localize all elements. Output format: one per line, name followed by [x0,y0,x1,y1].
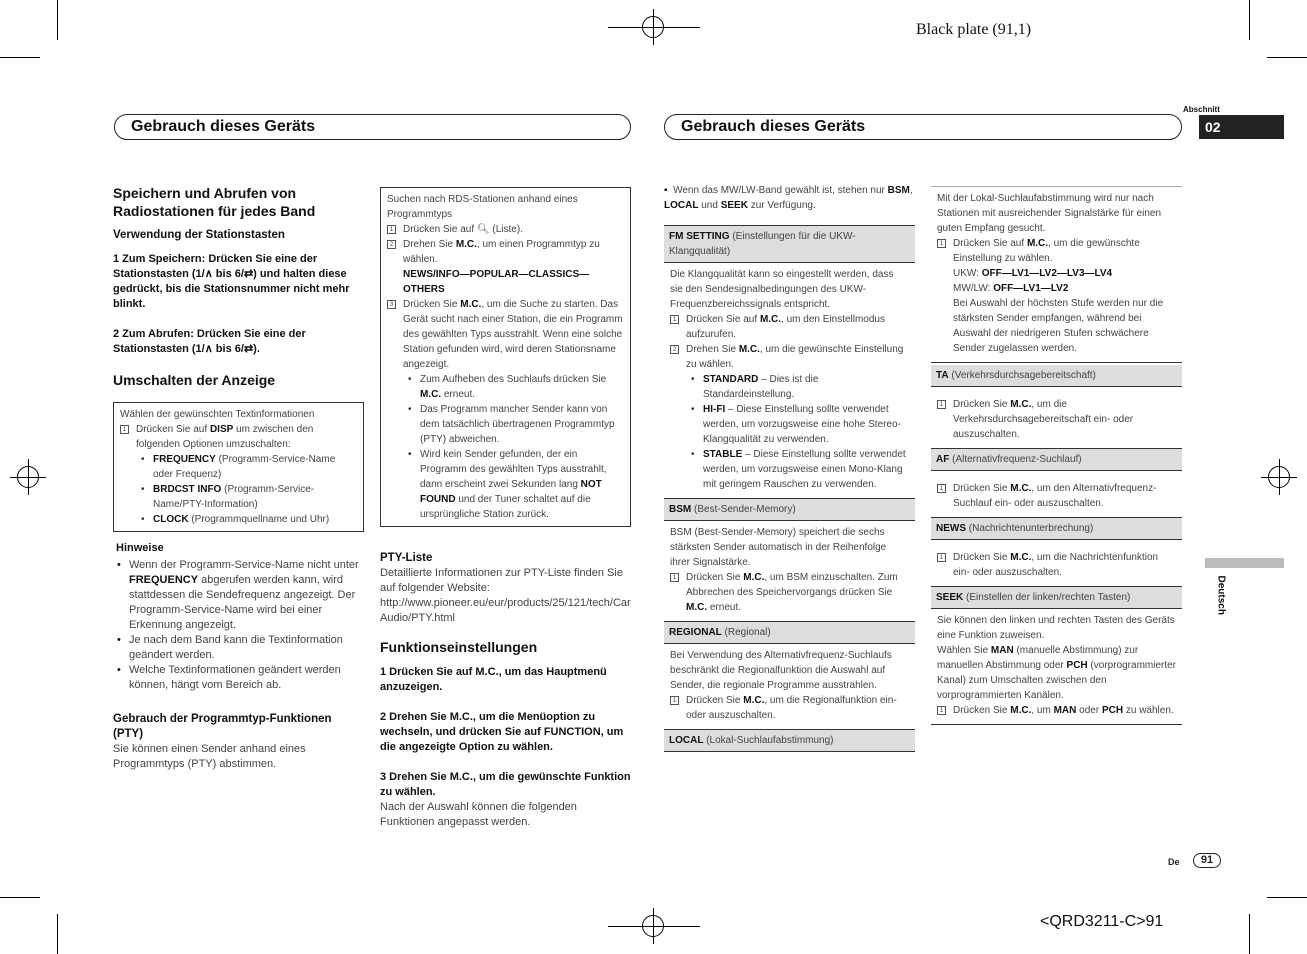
heading-display: Umschalten der Anzeige [113,372,276,388]
repeat-icon: ⇄ [243,268,254,280]
crop-mark [0,57,40,58]
section-local: Mit der Lokal-Suchlaufabstimmung wird nur nach Stationen mit ausreichender Signalstärke für einen guten Empfang gesucht. 1 Drücken Sie auf M.C., um die gewünschte Einstellung zu wählen. UKW: OFF—LV1—LV2—LV3—LV4 MW/LW: OFF—LV1—LV2 Bei Auswahl der höchsten Stufe werden nur die stärksten Sender empfangen, während bei Auswahl der niedrigeren Stufen schwächere Sender zugelassen werden. [931,186,1182,363]
crop-mark [57,914,58,954]
step-number-icon: 2 [387,240,396,249]
pty-step-2: 2 Drehen Sie M.C., um einen Programmtyp zu wählen. NEWS/INFO—POPULAR—CLASSICS—OTHERS [387,237,624,297]
box-title: Wählen der gewünschten Textinformationen [120,409,315,420]
crop-mark [1267,57,1307,58]
section-seek: Sie können den linken und rechten Tasten des Geräts eine Funktion zuweisen. Wählen Sie MAN (manuelle Abstimmung) zur manuellen Abstimmung oder PCH (vorprogrammierter Kanal) zum Umschalten zwischen den vorprogrammierten Kanälen. 1 Drücken Sie M.C., um MAN oder PCH zu wählen. [931,609,1182,725]
bsm-step-1: 1 Drücken Sie M.C., um BSM einzuschalten. Zum Abbrechen des Speichervorgangs drücken Sie M.C. erneut. [670,570,909,615]
step-number-icon: 1 [937,484,946,493]
section-number: 02 [1199,115,1284,139]
square-bullet-icon: ▪ [664,185,674,196]
heading-notes: Hinweise [116,542,164,554]
bar-ta: TA (Verkehrsdurchsagebereitschaft) [931,365,1182,387]
ta-step-1: 1 Drücken Sie M.C., um die Verkehrsdurchsagebereitschaft ein- oder auszuschalten. [937,397,1176,442]
local-step-1: 1 Drücken Sie auf M.C., um die gewünschte Einstellung zu wählen. UKW: OFF—LV1—LV2—LV3—LV4 MW/LW: OFF—LV1—LV2 Bei Auswahl der höchsten Stufe werden nur die stärksten Sender empfangen, während bei Auswahl der niedrigeren Stufen schwächere Sender zugelassen werden. [937,236,1176,356]
af-step-1: 1 Drücken Sie M.C., um den Alternativfrequenz-Suchlauf ein- oder auszuschalten. [937,481,1176,511]
mwlw-note: ▪ Wenn das MW/LW-Band gewählt ist, stehen nur BSM, LOCAL und SEEK zur Verfügung. [664,185,913,211]
note-3: • Welche Textinformationen geändert werden können, hängt vom Bereich ab. [113,663,364,693]
step-store: 1 Zum Speichern: Drücken Sie eine der Stationstasten (1/∧ bis 6/⇄) und halten diese gedrückt, bis die Stationsnummer nicht mehr blinkt. [113,253,350,310]
display-box [113,402,364,532]
bar-fm-setting: FM SETTING (Einstellungen für die UKW-Klangqualität) [664,225,915,263]
pty-text: Sie können einen Sender anhand eines Programmtyps (PTY) abstimmen. [113,743,306,770]
up-arrow-icon: ∧ [204,343,213,355]
bar-news: NEWS (Nachrichtenunterbrechung) [931,517,1182,540]
heading-functions: Funktionseinstellungen [380,639,538,655]
side-tab [1205,558,1284,568]
step-number-icon: 1 [937,239,946,248]
registration-mark [642,915,664,937]
pty-list-url[interactable]: http://www.pioneer.eu/eur/products/25/121/tech/CarAudio/PTY.html [380,597,631,624]
pty-bullet-3: • Wird kein Sender gefunden, der ein Programm des gewählten Typs ausstrahlt, dann erscheint zwei Sekunden lang NOT FOUND und der Tuner schaltet auf die ursprüngliche Station zurück. [403,447,624,522]
crop-mark [1267,897,1307,898]
bar-af: AF (Alternativfrequenz-Suchlauf) [931,448,1182,471]
option-brdcst: • BRDCST INFO (Programm-Service-Name/PTY-Information) [136,482,357,512]
box-step: 1 Drücken Sie auf DISP um zwischen den folgenden Optionen umzuschalten: [120,422,357,452]
section-af [931,471,1182,517]
bar-seek: SEEK (Einstellen der linken/rechten Tasten) [931,586,1182,609]
step-recall: 2 Zum Abrufen: Drücken Sie eine der Stationstasten (1/∧ bis 6/⇄). [113,328,306,355]
news-step-1: 1 Drücken Sie M.C., um die Nachrichtenfunktion ein- oder auszuschalten. [937,550,1176,580]
fm-standard: • STANDARD – Dies ist die Standardeinstellung. [686,372,909,402]
header-right: Gebrauch dieses Geräts [664,114,1182,140]
pty-search-box [380,187,631,527]
column-4 [931,186,1182,725]
section-label: Abschnitt [1183,105,1220,114]
fm-stable: • STABLE – Diese Einstellung sollte verwendet werden, um vorzugsweise einen Mono-Klang mit geringem Rauschen zu verwenden. [686,447,909,492]
pty-bullet-2: • Das Programm mancher Sender kann von dem tatsächlich übertragenen Programmtyp (PTY) abweichen. [403,402,624,447]
repeat-icon: ⇄ [243,343,254,355]
document-code: <QRD3211-C>91 [1040,913,1164,930]
step-number-icon: 1 [937,553,946,562]
crop-mark [0,897,40,898]
heading-station-keys: Verwendung der Stationstasten [113,229,285,241]
heading-pty: Gebrauch der Programmtyp-Funktionen (PTY) [113,713,332,740]
column-1 [113,184,364,772]
regional-step-1: 1 Drücken Sie M.C., um die Regionalfunktion ein- oder auszuschalten. [670,693,909,723]
section-ta [931,387,1182,448]
pty-list-text: Detaillierte Informationen zur PTY-Liste finden Sie auf folgender Website: [380,567,623,594]
fm-step-1: 1 Drücken Sie auf M.C., um den Einstellmodus aufzurufen. [670,312,909,342]
pty-bullet-1: • Zum Aufheben des Suchlaufs drücken Sie M.C. erneut. [403,372,624,402]
step-number-icon: 1 [120,425,129,434]
func-step-2: 2 Drehen Sie M.C., um die Menüoption zu wechseln, und drücken Sie auf FUNCTION, um die angezeigte Option zu wählen. [380,711,624,753]
note-2: • Je nach dem Band kann die Textinformation geändert werden. [113,633,364,663]
registration-mark [1268,466,1290,488]
step-number-icon: 1 [670,315,679,324]
header-left: Gebrauch dieses Geräts [114,114,631,140]
footer-lang: De [1168,857,1180,867]
crop-mark [1249,914,1250,954]
plate-label: Black plate (91,1) [916,21,1032,38]
step-number-icon: 2 [670,345,679,354]
box-title: Suchen nach RDS-Stationen anhand eines Programmtyps [387,194,578,220]
column-2 [380,187,631,830]
func-step-1: 1 Drücken Sie auf M.C., um das Hauptmenü anzuzeigen. [380,666,607,693]
option-clock: • CLOCK (Programmquellname und Uhr) [136,512,357,527]
seek-step-1: 1 Drücken Sie M.C., um MAN oder PCH zu wählen. [937,703,1176,718]
step-number-icon: 1 [670,696,679,705]
crop-mark [1249,0,1250,40]
note-1: • Wenn der Programm-Service-Name nicht unter FREQUENCY abgerufen werden kann, wird stattdessen die Sendefrequenz angezeigt. Der Programm-Service-Name wird bei einer Erkennung angezeigt. [113,558,364,633]
heading-pty-list: PTY-Liste [380,552,433,564]
option-frequency: • FREQUENCY (Programm-Service-Name oder Frequenz) [136,452,357,482]
func-step-3: 3 Drehen Sie M.C., um die gewünschte Funktion zu wählen. [380,771,631,798]
crop-mark [57,0,58,40]
step-number-icon: 1 [937,706,946,715]
bar-regional: REGIONAL (Regional) [664,621,915,644]
side-tab-label: Deutsch [1215,575,1227,615]
registration-mark [642,16,664,38]
section-fm-setting: Die Klangqualität kann so eingestellt werden, dass sie den Sendesignalbedingungen des UKW-Frequenzbereichssignals entspricht. 1 Drücken Sie auf M.C., um den Einstellmodus aufzurufen. 2 Drehen Sie M.C., um die gewünschte Einstellung zu wählen. • STANDARD – Dies ist die Standardeinstellung. • HI-FI – Diese Einstellung sollte verwendet werden, um vorzugsweise eine hohe Stereo-Klangqualität zu verwenden. • STABLE – Diese Einstellung sollte verwendet werden, um vorzugsweise einen Mono-Klang mit geringem Rauschen zu verwenden. [664,263,915,498]
registration-mark [17,466,39,488]
pty-step-3: 3 Drücken Sie M.C., um die Suche zu starten. Das Gerät sucht nach einer Station, die ein Programm des gewählten Typs ausstrahlt. Wenn eine solche Station gefunden wird, wird deren Stationsname angezeigt. [387,297,624,372]
step-number-icon: 1 [937,400,946,409]
column-3 [664,183,915,752]
func-step-3-text: Nach der Auswahl können die folgenden Funktionen angepasst werden. [380,801,577,828]
page-number: 91 [1193,853,1221,868]
step-number-icon: 1 [670,573,679,582]
search-icon: 🔍︎ [476,224,490,235]
up-arrow-icon: ∧ [204,268,213,280]
bar-local: LOCAL (Lokal-Suchlaufabstimmung) [664,729,915,752]
step-number-icon: 1 [387,225,396,234]
heading-store: Speichern und Abrufen von Radiostationen für jedes Band [113,185,316,219]
section-bsm: BSM (Best-Sender-Memory) speichert die sechs stärksten Sender automatisch in der Reihenfolge ihrer Signalstärke. 1 Drücken Sie M.C., um BSM einzuschalten. Zum Abbrechen des Speichervorgangs drücken Sie M.C. erneut. [664,521,915,621]
section-regional: Bei Verwendung des Alternativfrequenz-Suchlaufs beschränkt die Regionalfunktion die Auswahl auf Sender, die regionale Programme ausstrahlen. 1 Drücken Sie M.C., um die Regionalfunktion ein- oder auszuschalten. [664,644,915,729]
fm-step-2: 2 Drehen Sie M.C., um die gewünschte Einstellung zu wählen. [670,342,909,372]
step-number-icon: 3 [387,300,396,309]
bar-bsm: BSM (Best-Sender-Memory) [664,498,915,521]
pty-step-1: 1 Drücken Sie auf 🔍︎ (Liste). [387,222,624,237]
fm-hifi: • HI-FI – Diese Einstellung sollte verwendet werden, um vorzugsweise eine hohe Stereo-Klangqualität zu verwenden. [686,402,909,447]
section-news [931,540,1182,586]
